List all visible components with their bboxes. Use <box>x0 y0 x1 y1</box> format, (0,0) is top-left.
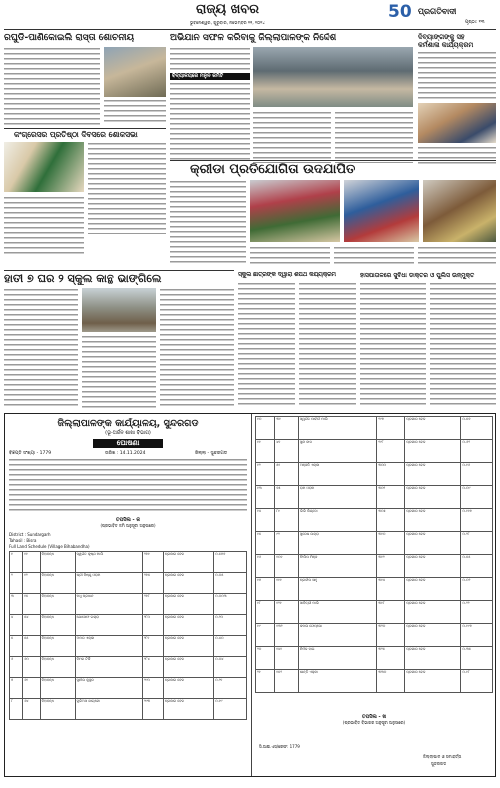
table-cell: ୦.୧୮ <box>461 670 493 693</box>
table-cell: ଫିଲିପ ମିଞ୍ଜ <box>298 555 376 578</box>
table-cell: ୧୧ <box>23 552 41 573</box>
table-cell: ପ୍ରକାର ବେଳ <box>163 636 213 657</box>
table-cell: ୦.୨୧ <box>214 678 247 699</box>
body-roads-right <box>104 99 166 125</box>
table-cell: ୦.୦୨ <box>461 578 493 601</box>
table-cell: ପ୍ରକାର ବେଳ <box>405 417 461 440</box>
body-campaign-2 <box>170 82 250 162</box>
table-cell: ରାମ ଓରାମ <box>298 486 376 509</box>
masthead <box>0 0 500 32</box>
table-cell: ୪ <box>10 615 23 636</box>
table-cell: ୦.୧୯୭ <box>461 624 493 647</box>
story-elephant <box>4 270 234 410</box>
table-cell: ୨୧ <box>256 670 275 693</box>
table-cell: ପ୍ରକାର ବେଳ <box>405 509 461 532</box>
section-title: ରାଜ୍ୟ ଖବର <box>196 2 260 17</box>
notice-right <box>255 414 495 776</box>
table-cell: ୦.୫୫ <box>461 555 493 578</box>
table-cell: ୦.୨୮ <box>461 532 493 555</box>
table-cell: ପ୍ରକାର ବେଳ <box>405 578 461 601</box>
table-cell: ବିହାବନ୍ଧ <box>40 657 75 678</box>
table-cell: ବିମଳ ଟିର୍କି <box>75 657 142 678</box>
table-cell: ୩୨୫ <box>377 647 405 670</box>
district-row: District : Sundargarh <box>9 532 51 537</box>
table-row <box>256 670 493 693</box>
headline-roads: ରଘୁଡି-ପାଣିକୋଇଲି ରାସ୍ତା ଶୋଚନୀୟ <box>4 33 135 43</box>
table-cell: ନିର୍ମଳ ବାଗ <box>298 647 376 670</box>
table-cell: ୮୧ <box>275 509 299 532</box>
table-cell: ୩୦୫ <box>377 509 405 532</box>
table-cell: ୨୯୩ <box>142 699 163 720</box>
table-row <box>256 624 493 647</box>
table-cell: ୦.୩୫ <box>461 647 493 670</box>
headline-committee: ବିଦ୍ୟାଳୟରେ ମନୁନ କମିଟି <box>170 73 250 80</box>
table-cell: ୧୨ <box>256 463 275 486</box>
table-cell: ଲିଲି କିଣ୍ଡୋ <box>298 509 376 532</box>
photo-elephant-damage <box>82 288 156 332</box>
body-elephant-3 <box>160 288 234 408</box>
headline-sports: କ୍ରୀଡା ପ୍ରତିଯୋଗିତା ଉଦଯାପିତ <box>190 162 356 177</box>
table-row <box>256 647 493 670</box>
table-cell: ୦.୧୯ <box>214 699 247 720</box>
table-cell: ୧୫ <box>23 594 41 615</box>
table-cell: ୨୯୮ <box>377 440 405 463</box>
table-cell: ବିହାବନ୍ଧ <box>40 678 75 699</box>
table-cell: ସୁନୀଲ କୁଜୁର <box>75 678 142 699</box>
table-cell: ୧୫୨ <box>275 670 299 693</box>
dateline: ଭୁବନେଶ୍ୱର, ଗୁରୁବାର, ନଭେମ୍ବର ୨୧, ୨୦୨୪ <box>190 20 265 25</box>
table-cell: ବିହାବନ୍ଧ <box>40 573 75 594</box>
table-cell: ୫ <box>10 636 23 657</box>
table-cell: ୦.୪୦ <box>214 636 247 657</box>
table-cell: ବିହାବନ୍ଧ <box>40 615 75 636</box>
table-cell: ୩୦୦ <box>377 463 405 486</box>
body-sports-4 <box>418 246 496 266</box>
table-cell: ୦.୫୭ <box>461 417 493 440</box>
table-cell: ଶ୍ରୀ ବିଷ୍ଣୁ ଓରାମ <box>75 573 142 594</box>
page-number: ପୃଷ୍ଠା: ୧୩ <box>465 20 485 25</box>
signatory: ଜିଲ୍ଲାପାଳ ଓ ସମାହର୍ତ୍ତା <box>423 754 462 759</box>
table-cell: ୨୮୧ <box>142 636 163 657</box>
table-cell: ୦.୫୭୭ <box>214 552 247 573</box>
table-cell: ୩ <box>10 594 23 615</box>
table-row <box>256 509 493 532</box>
table-cell: ପ୍ରକାର ବେଳ <box>163 699 213 720</box>
table-row <box>256 486 493 509</box>
table-row <box>10 552 247 573</box>
table-cell: ୧୦ <box>256 417 275 440</box>
table-cell: ୨ <box>10 573 23 594</box>
table-row <box>256 417 493 440</box>
table-cell: ୭୫ <box>275 486 299 509</box>
table-row <box>10 678 247 699</box>
table-cell: ୩୨୦ <box>377 624 405 647</box>
table-cell: ୦.୬୨ <box>461 440 493 463</box>
table-cell: ୧୩୨ <box>275 624 299 647</box>
schedule-b-subtitle: (ପ୍ରଭାବିତ ବିଭାଗର ଅନୁସୂଚୀ ଅନୁସାରେ) <box>342 720 406 725</box>
table-cell: ବିହାବନ୍ଧ <box>40 594 75 615</box>
land-table-left <box>9 551 247 720</box>
table-cell: ୩୩୦ <box>377 670 405 693</box>
table-cell: ୧୪ <box>256 509 275 532</box>
ref-line: ସି.ଆଇ.ଏସ/ରେଫ: 1779 <box>259 744 300 749</box>
notice-left <box>5 414 251 776</box>
table-cell: ପ୍ରକାର ବେଳ <box>405 647 461 670</box>
table-cell: ଅମର ଏକ୍କା <box>75 636 142 657</box>
table-cell: ୬୪ <box>23 699 41 720</box>
table-cell: ପ୍ରକାର ବେଳ <box>405 670 461 693</box>
table-cell: ୮ <box>10 699 23 720</box>
table-cell: ୧୪୧ <box>275 647 299 670</box>
tahasil-row: Tahasil : Bisra <box>9 538 37 543</box>
table-cell: ୧୧୧ <box>275 578 299 601</box>
anniversary-logo: 50 <box>388 2 412 22</box>
notice-subtitle: (ଭୂ-ଅର୍ଜନ ଶାଖା ବିଭାଗ) <box>105 430 151 436</box>
table-cell: ପ୍ରକାର ବେଳ <box>405 555 461 578</box>
story-congress <box>4 130 166 240</box>
photo-congress <box>4 142 84 192</box>
story-hospital <box>360 270 496 410</box>
table-cell: ଅଞ୍ଜଳି ଏକ୍କା <box>298 463 376 486</box>
table-cell: ୪୧ <box>275 440 299 463</box>
table-cell: ପ୍ରକାର ବେଳ <box>405 624 461 647</box>
table-cell: ସାବିତ୍ରୀ ମାଲି <box>298 601 376 624</box>
body-school-2 <box>299 282 356 408</box>
table-cell: ଯୋସେଫ ଲକ୍ରା <box>75 615 142 636</box>
table-cell: ୯୨ <box>275 532 299 555</box>
table-cell: ୨୭୮ <box>142 594 163 615</box>
table-cell: ପ୍ରକାର ବେଳ <box>405 532 461 555</box>
table-cell: ୭ <box>10 678 23 699</box>
headline-elephant: ହାତୀ ୭ ଘର ୨ ସ୍କୁଲ କାନ୍ଥ ଭାଙ୍ଗିଲେ <box>4 272 162 285</box>
table-cell: ୧୭ <box>256 578 275 601</box>
table-row <box>10 636 247 657</box>
table-cell: ୨୭୫ <box>142 573 163 594</box>
table-cell: ୨୮୦ <box>142 615 163 636</box>
table-cell: ୨୦ <box>256 647 275 670</box>
notice-body-text <box>9 458 247 514</box>
table-cell: ୧୩ <box>256 486 275 509</box>
headline-disabled: ଦିବ୍ୟାଙ୍ଗଙ୍କୁ ସହ କର୍ମଶାଳା କାର୍ଯ୍ୟକ୍ରମ <box>418 33 474 49</box>
headline-campaign: ଅଭିଯାନ ସଫଳ କରିବାକୁ ଜିଲ୍ଲାପାଳଙ୍କ ନିର୍ଦ୍ଦେଶ <box>170 33 337 43</box>
table-row <box>256 578 493 601</box>
table-cell: ୦.୦୪ <box>214 657 247 678</box>
notice-number: ବିଜ୍ଞପ୍ତି ସଂଖ୍ୟା - 1779 <box>9 451 52 456</box>
body-congress-1 <box>88 142 166 234</box>
table-cell: କମଳା ଟୋପ୍ପୋ <box>298 624 376 647</box>
photo-sports-1 <box>250 180 340 242</box>
table-cell: ବିହାବନ୍ଧ <box>40 552 75 573</box>
schedule-b-title: ତପସିଲ - ଖ <box>361 714 387 720</box>
table-cell: ବିହାବନ୍ଧ <box>40 699 75 720</box>
body-campaign-1 <box>170 47 250 71</box>
govt-notice <box>4 413 496 777</box>
body-disabled-1 <box>418 51 496 101</box>
table-row <box>256 601 493 624</box>
photo-disabled <box>418 103 496 143</box>
table-cell: ସୁନା ଦାସ <box>298 440 376 463</box>
table-cell: ପ୍ରକାର ବେଳ <box>163 678 213 699</box>
table-cell: ୫୪ <box>23 615 41 636</box>
table-cell: ପ୍ରକାର ବେଳ <box>405 486 461 509</box>
photo-sports-2 <box>344 180 419 242</box>
table-cell: ୩୧୦ <box>377 532 405 555</box>
table-cell: ୧୧ <box>256 440 275 463</box>
table-cell: ସୁରେଶ ଲକ୍ରା <box>298 532 376 555</box>
notice-office: ଜିଲ୍ଲାପାଳଙ୍କ କାର୍ଯ୍ୟାଳୟ, ସୁନ୍ଦରଗଡ <box>57 418 199 429</box>
table-cell: ୧୨ <box>23 573 41 594</box>
annex-label: Full Land Schedule (Village Bihabandha) <box>9 544 90 549</box>
photo-meeting <box>253 47 413 107</box>
notice-place: ଜିଲ୍ଲା - ସୁନ୍ଦରଗଡ <box>195 451 228 456</box>
table-cell: ପ୍ରକାର ବେଳ <box>163 657 213 678</box>
table-row <box>10 615 247 636</box>
table-cell: ପ୍ରକାର ବେଳ <box>163 594 213 615</box>
body-elephant-1 <box>4 288 78 408</box>
body-sports-2 <box>250 246 330 266</box>
table-row <box>10 594 247 615</box>
headline-hospital: ହାସପାତାଳରେ ସୁବିଧା ଡାକ୍ତର ଓ ପୁଲିସ ଉନ୍ମୁକ୍ତ <box>360 272 475 279</box>
body-sports-1 <box>170 180 246 266</box>
table-cell: ୧୦୧ <box>275 555 299 578</box>
table-cell: ମଧୁ ପ୍ରଧାନ <box>75 594 142 615</box>
photo-sports-3 <box>423 180 496 242</box>
brand-name: ପ୍ରଗତିବାଦୀ <box>418 7 457 16</box>
table-cell: ୨୭୧ <box>142 552 163 573</box>
table-cell: ୦.୨୦ <box>214 615 247 636</box>
table-cell: ପ୍ରକାର ବେଳ <box>163 615 213 636</box>
table-cell: ପ୍ରକାର ବେଳ <box>163 552 213 573</box>
masthead-rule <box>4 29 496 30</box>
body-sports-3 <box>334 246 414 266</box>
notice-heading: ଘୋଷଣା <box>93 439 163 448</box>
table-cell: ୦.୧୧୭ <box>461 509 493 532</box>
table-cell: ୫୧ <box>275 463 299 486</box>
table-cell: ୦.୦୫ <box>214 573 247 594</box>
table-cell: ପ୍ରକାର ବେଳ <box>163 573 213 594</box>
table-cell: ୧୯ <box>256 624 275 647</box>
table-cell: ୦.୨୨ <box>461 601 493 624</box>
story-school <box>238 270 356 410</box>
table-cell: ପ୍ରକାର ବେଳ <box>405 463 461 486</box>
table-cell: ୨୮୪ <box>142 657 163 678</box>
headline-school: ସ୍କୁଲ ଛାତ୍ରଙ୍କ ଦ୍ୱାରା ଶପଥ କର୍ଯ୍ୟକ୍ରମ <box>238 272 336 278</box>
body-hospital-1 <box>360 282 426 408</box>
story-sports <box>170 160 496 270</box>
table-row <box>256 555 493 578</box>
land-table-right <box>255 416 493 693</box>
table-cell: ପ୍ରଦୀପ ସାହୁ <box>298 578 376 601</box>
table-cell: ୩୧ <box>275 417 299 440</box>
table-cell: ପ୍ରକାର ବେଳ <box>405 440 461 463</box>
body-congress-2 <box>4 196 84 256</box>
notice-date: ତାରିଖ : 14.11.2024 <box>105 451 146 456</box>
table-cell: ୦.୦୯ <box>461 486 493 509</box>
table-cell: ଶାନ୍ତି ଏକ୍କା <box>298 670 376 693</box>
table-row <box>256 463 493 486</box>
schedule-title: ତପସିଲ - କ <box>115 517 141 523</box>
table-cell: ୬୧ <box>23 678 41 699</box>
body-school-1 <box>238 282 295 408</box>
table-cell: ୧୮ <box>256 601 275 624</box>
body-campaign-3 <box>253 111 331 163</box>
table-row <box>10 699 247 720</box>
table-cell: ୨୯୦ <box>142 678 163 699</box>
table-cell: ୬୦ <box>23 657 41 678</box>
table-cell: ସ୍ୱର୍ଗତ ପାର୍ବତୀ ମାଲି <box>298 417 376 440</box>
table-cell: ୩୦୨ <box>377 486 405 509</box>
table-cell: ବିହାବନ୍ଧ <box>40 636 75 657</box>
table-cell: ୧୫ <box>256 532 275 555</box>
headline-congress: କଂଗ୍ରେସର ପ୍ରତିଷ୍ଠା ଦିବସରେ ଶୋକସଭା <box>14 130 138 139</box>
table-cell: ସ୍ୱର୍ଗତ କୃଷ୍ଣ ମାଲି <box>75 552 142 573</box>
table-cell: ୧୨୧ <box>275 601 299 624</box>
body-elephant-2 <box>82 335 156 408</box>
table-cell: ୨୯୭ <box>377 417 405 440</box>
table-cell: ପ୍ରକାର ବେଳ <box>405 601 461 624</box>
table-row <box>256 440 493 463</box>
table-cell: ୩୧୮ <box>377 601 405 624</box>
table-row <box>256 532 493 555</box>
body-hospital-2 <box>430 282 496 408</box>
table-cell: ଜୁଲିଅସ ଖାଲ୍କୋ <box>75 699 142 720</box>
signatory-place: ସୁନ୍ଦରଗଡ <box>431 761 447 766</box>
body-roads-left <box>4 47 100 125</box>
schedule-subtitle: (ପ୍ରଭାବିତ ଜମି ଅନୁସୂଚୀ ଅନୁସାରେ) <box>100 523 156 528</box>
table-row <box>10 657 247 678</box>
body-campaign-4 <box>335 111 413 163</box>
table-cell: ୦.୧୬ <box>461 463 493 486</box>
table-cell: ୧୬ <box>256 555 275 578</box>
table-cell: ୬ <box>10 657 23 678</box>
table-cell: ୩୧୪ <box>377 578 405 601</box>
table-cell: ୫୫ <box>23 636 41 657</box>
table-row <box>10 573 247 594</box>
photo-road <box>104 47 166 97</box>
table-cell: ୩୧୨ <box>377 555 405 578</box>
table-cell: ୦.୦୦୩ <box>214 594 247 615</box>
table-cell: ୧ <box>10 552 23 573</box>
